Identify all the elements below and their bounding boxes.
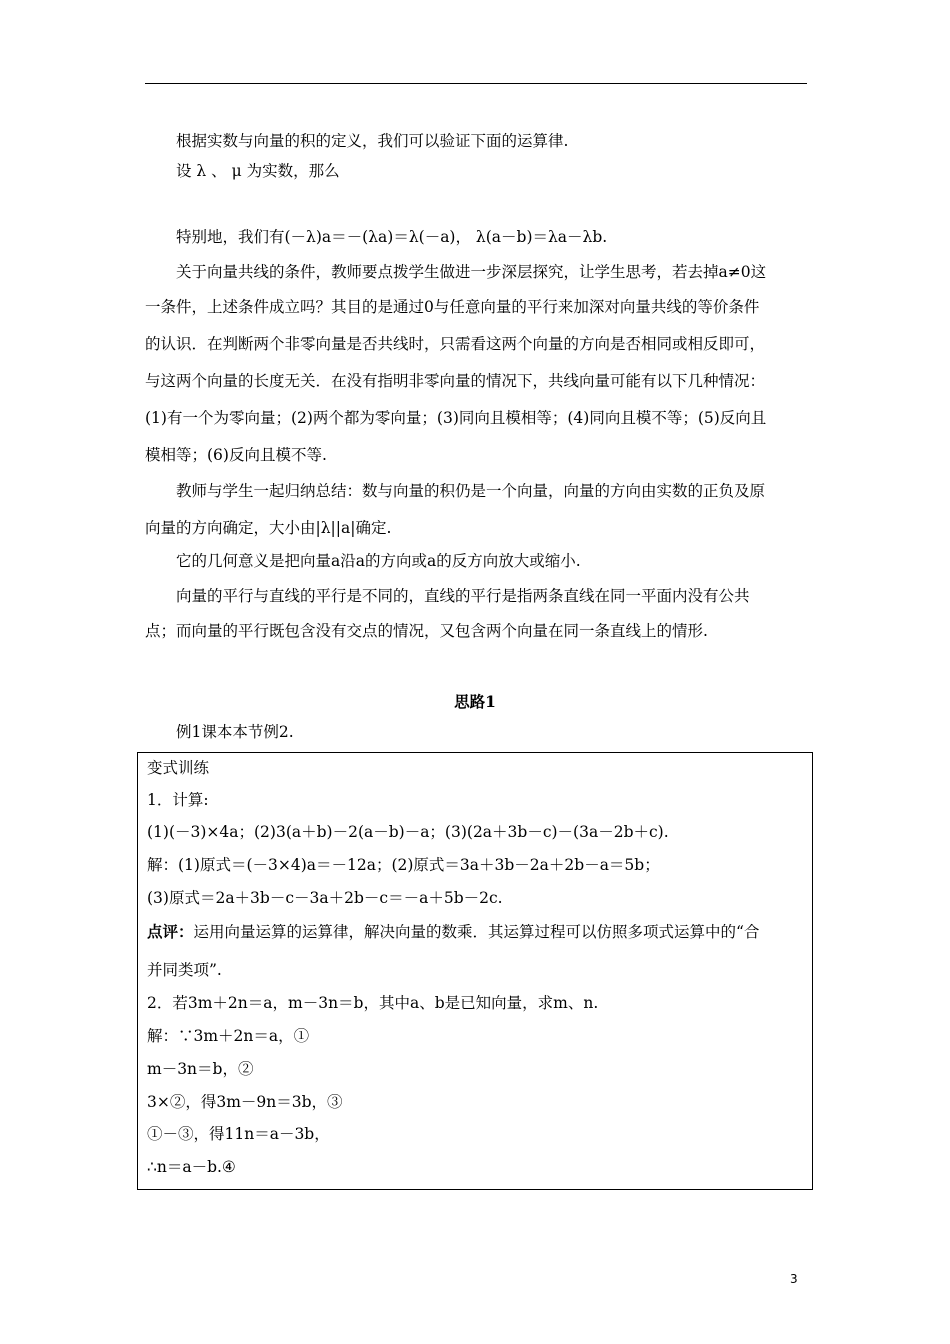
paragraph-line: 模相等；(6)反向且模不等. (145, 446, 327, 464)
box-line: 2．若3m＋2n＝a，m－3n＝b，其中a、b是已知向量，求m、n. (147, 994, 599, 1012)
box-line: 解：∵3m＋2n＝a，① (147, 1027, 310, 1045)
box-line: (3)原式＝2a＋3b－c－3a＋2b－c＝－a＋5b－2c. (147, 889, 503, 907)
header-rule (145, 83, 807, 84)
box-title: 变式训练 (147, 759, 210, 777)
box-line: (1)(－3)×4a；(2)3(a＋b)－2(a－b)－a；(3)(2a＋3b－c)－(3a－2b＋c). (147, 823, 669, 841)
paragraph-line: 与这两个向量的长度无关．在没有指明非零向量的情况下，共线向量可能有以下几种情况： (145, 372, 766, 390)
example-line: 例1课本本节例2. (176, 723, 294, 741)
comment-line (147, 922, 759, 942)
comment-text: 运用向量运算的运算律，解决向量的数乘．其运算过程可以仿照多项式运算中的“合 (193, 923, 760, 941)
paragraph-line: 根据实数与向量的积的定义，我们可以验证下面的运算律. (176, 132, 569, 150)
box-line: 并同类项”. (147, 961, 222, 979)
paragraph-line: 的认识．在判断两个非零向量是否共线时，只需看这两个向量的方向是否相同或相反即可， (145, 335, 766, 353)
paragraph-line: 关于向量共线的条件，教师要点拨学生做进一步深层探究，让学生思考，若去掉a≠0这 (176, 263, 767, 281)
comment-label: 点评： (147, 922, 194, 941)
paragraph-line: 特别地，我们有(－λ)a＝－(λa)＝λ(－a)， λ(a－b)＝λa－λb. (176, 228, 608, 246)
section-heading: 思路1 (454, 692, 496, 711)
box-line: m－3n＝b，② (147, 1060, 254, 1078)
box-line: 解：(1)原式＝(－3×4)a＝－12a；(2)原式＝3a＋3b－2a＋2b－a＝5b； (147, 856, 660, 874)
paragraph-line: 教师与学生一起归纳总结：数与向量的积仍是一个向量，向量的方向由实数的正负及原 (176, 482, 766, 500)
paragraph-line: 一条件，上述条件成立吗？其目的是通过0与任意向量的平行来加深对向量共线的等价条件 (145, 298, 760, 316)
paragraph-line: 向量的方向确定，大小由|λ||a|确定. (145, 519, 392, 537)
page-number: 3 (790, 1272, 798, 1286)
box-line: 1．计算: (147, 791, 209, 809)
box-line: 3×②，得3m－9n＝3b，③ (147, 1093, 343, 1111)
paragraph-line: (1)有一个为零向量；(2)两个都为零向量；(3)同向且模相等；(4)同向且模不等；(5)反向且 (145, 409, 767, 427)
paragraph-line: 它的几何意义是把向量a沿a的方向或a的反方向放大或缩小. (176, 552, 581, 570)
box-line: ①－③，得11n＝a－3b， (147, 1125, 330, 1143)
paragraph-line: 向量的平行与直线的平行是不同的，直线的平行是指两条直线在同一平面内没有公共 (176, 587, 750, 605)
paragraph-line: 点；而向量的平行既包含没有交点的情况，又包含两个向量在同一条直线上的情形. (145, 622, 708, 640)
box-line: ∴n＝a－b.④ (147, 1158, 236, 1176)
paragraph-line: 设 λ 、 μ 为实数，那么 (176, 162, 340, 180)
